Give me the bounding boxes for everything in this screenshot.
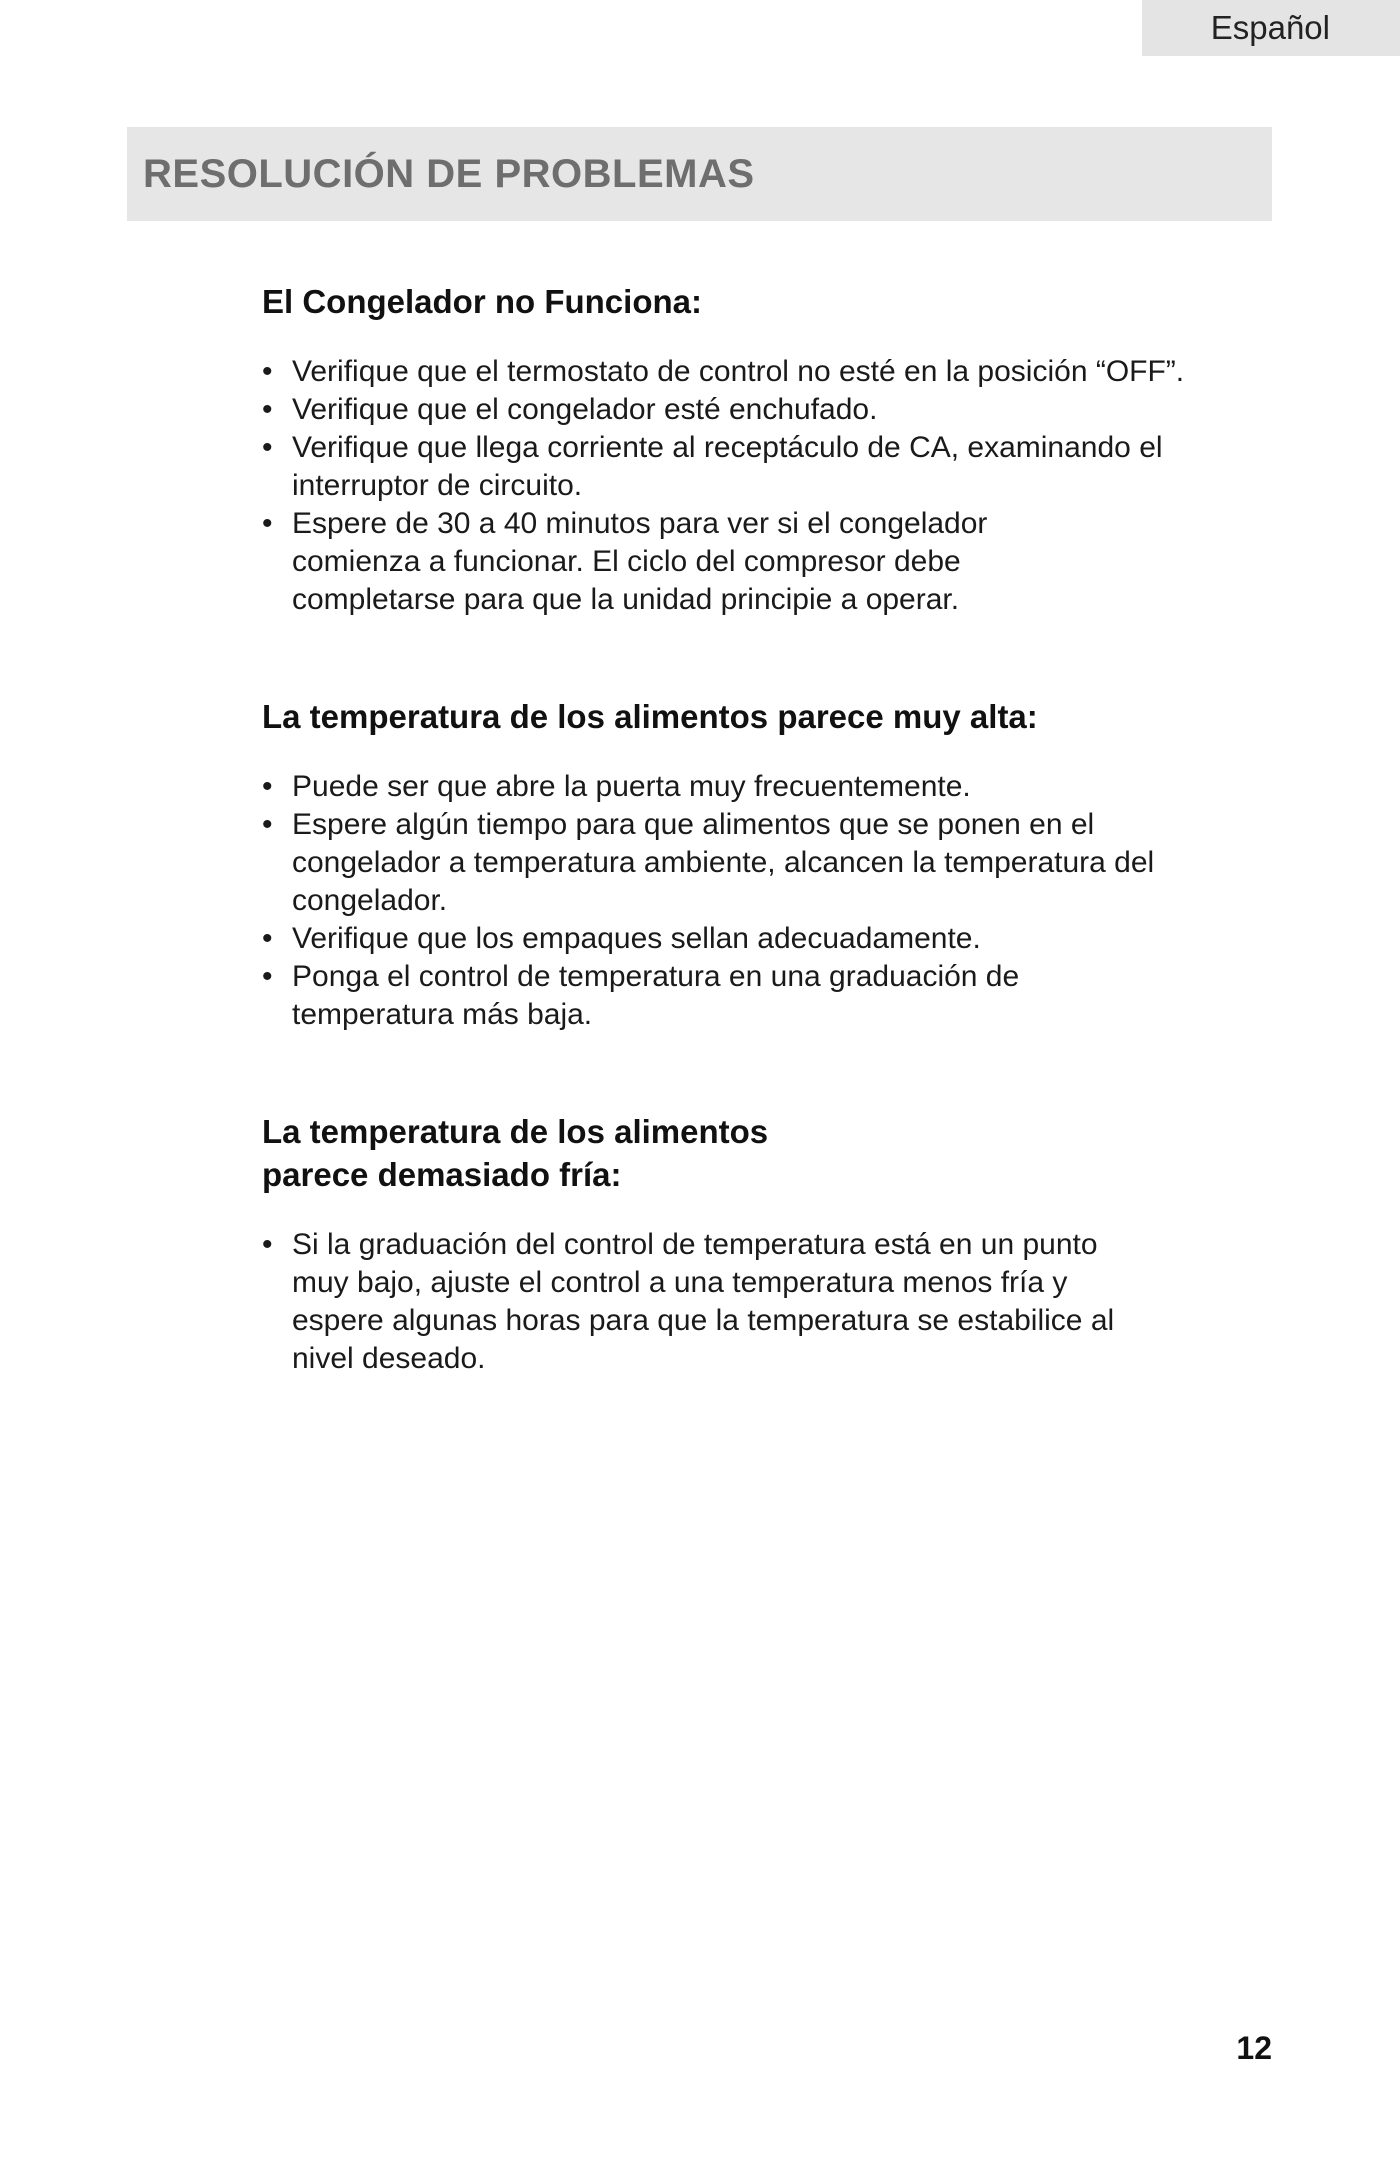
bullet-icon: • xyxy=(262,1228,273,1261)
bullet-icon: • xyxy=(262,960,273,993)
language-tab xyxy=(1142,0,1400,56)
list-item: • Verifique que el termostato de control no esté en la posición “OFF”. xyxy=(262,353,1252,391)
section-heading: La temperatura de los alimentos parece demasiado fría: xyxy=(262,1113,769,1193)
list-item: • Espere de 30 a 40 minutos para ver si el congelador comienza a funcionar. El ciclo del compresor debe completarse para que la unidad principie a operar. xyxy=(262,507,988,616)
bullet-icon: • xyxy=(262,770,273,803)
bullet-list xyxy=(262,768,1272,1034)
section-heading: El Congelador no Funciona: xyxy=(262,283,702,320)
list-item: • Puede ser que abre la puerta muy frecuentemente. xyxy=(262,768,1272,806)
bullet-list xyxy=(262,1226,1272,1378)
page-number: 12 xyxy=(1236,2030,1272,2066)
list-item: • Verifique que el congelador esté enchufado. xyxy=(262,391,1272,429)
bullet-icon: • xyxy=(262,507,273,540)
title-banner xyxy=(127,127,1272,221)
bullet-icon: • xyxy=(262,431,273,464)
section-food-too-cold xyxy=(262,1110,1272,1378)
list-item: • Verifique que llega corriente al receptáculo de CA, examinando el interruptor de circuito. xyxy=(262,431,1163,502)
section-freezer-not-working xyxy=(262,280,1272,619)
bullet-list xyxy=(262,353,1272,619)
list-item: • Verifique que los empaques sellan adecuadamente. xyxy=(262,920,1272,958)
language-label: Español xyxy=(1210,9,1330,46)
bullet-icon: • xyxy=(262,393,273,426)
bullet-icon: • xyxy=(262,355,273,388)
list-item: • Espere algún tiempo para que alimentos que se ponen en el congelador a temperatura ambiente, alcancen la temperatura del congelador. xyxy=(262,808,1155,917)
list-item: • Si la graduación del control de temperatura está en un punto muy bajo, ajuste el control a una temperatura menos fría y espere algunas horas para que la temperatura se estabilice al nivel deseado. xyxy=(262,1228,1115,1375)
page-title: RESOLUCIÓN DE PROBLEMAS xyxy=(143,151,755,196)
bullet-icon: • xyxy=(262,808,273,841)
section-food-too-warm xyxy=(262,695,1272,1034)
section-heading: La temperatura de los alimentos parece muy alta: xyxy=(262,698,1038,735)
bullet-icon: • xyxy=(262,922,273,955)
list-item: • Ponga el control de temperatura en una graduación de temperatura más baja. xyxy=(262,960,1020,1031)
